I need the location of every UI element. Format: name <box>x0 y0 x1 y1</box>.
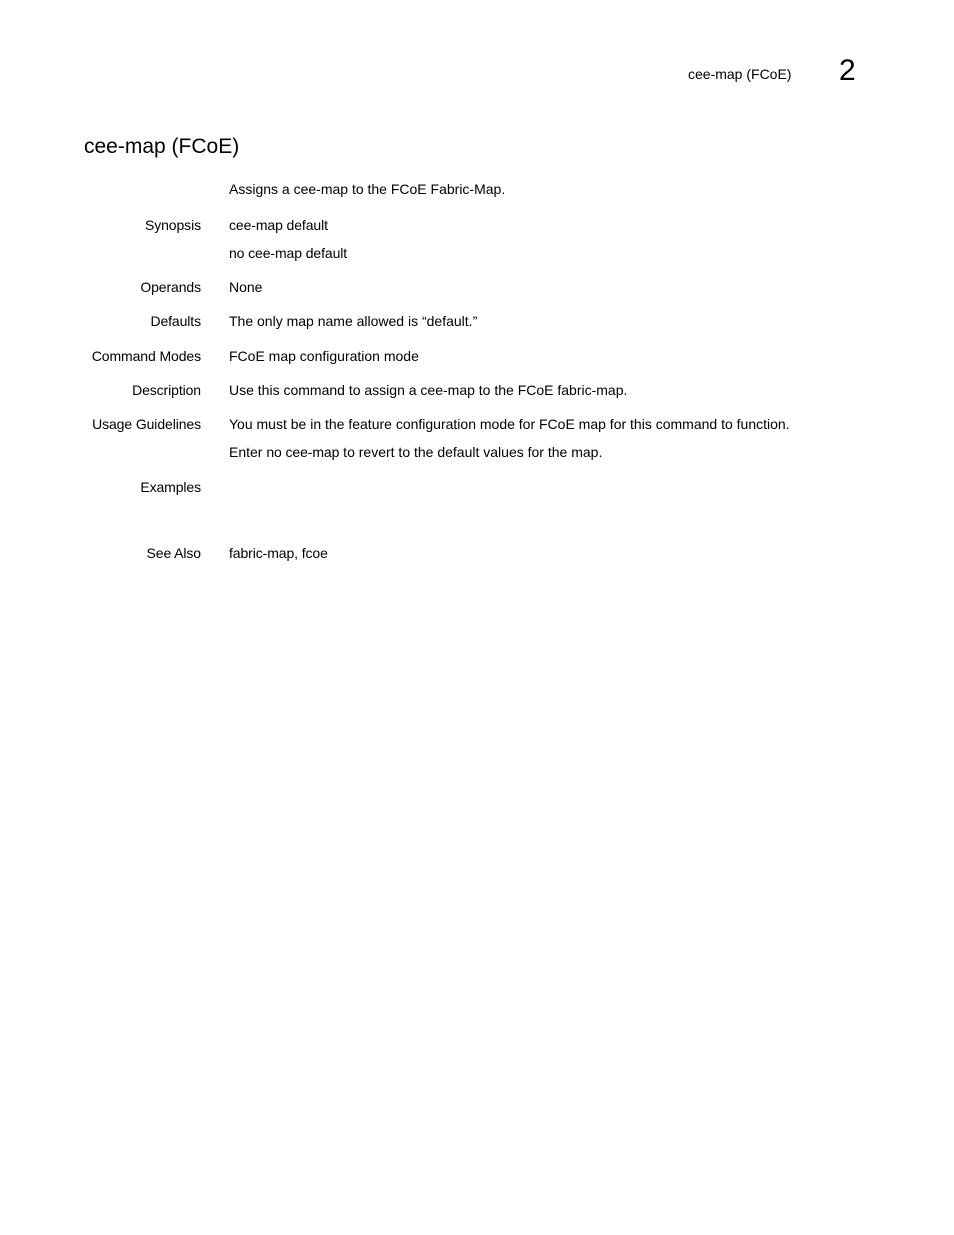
synopsis-label: Synopsis <box>144 217 201 233</box>
command-summary: Assigns a cee-map to the FCoE Fabric-Map. <box>229 181 506 197</box>
see-also-label: See Also <box>146 545 201 561</box>
running-header-title: cee-map (FCoE) <box>688 66 792 82</box>
chapter-number: 2 <box>839 54 856 87</box>
usage-guidelines-line-1: You must be in the feature configuration mode for FCoE map for this command to function. <box>229 416 790 432</box>
usage-guidelines-command: no cee-map <box>266 444 340 460</box>
defaults-text: The only map name allowed is “default.” <box>229 313 478 329</box>
usage-guidelines-line-2-prefix: Enter <box>229 444 267 460</box>
synopsis-line-2: no cee-map default <box>229 245 348 261</box>
command-modes-label: Command Modes <box>91 348 201 364</box>
operands-text: None <box>229 279 263 295</box>
usage-guidelines-line-2-suffix: to revert to the default values for the map. <box>339 444 603 460</box>
description-label: Description <box>132 382 201 398</box>
usage-guidelines-label: Usage Guidelines <box>92 416 201 432</box>
synopsis-line-1: cee-map default <box>229 217 328 233</box>
description-text: Use this command to assign a cee-map to the FCoE fabric-map. <box>229 382 628 398</box>
page-title: cee-map (FCoE) <box>84 135 240 158</box>
see-also-links[interactable]: fabric-map, fcoe <box>229 545 328 561</box>
usage-guidelines-line-2 <box>229 444 602 460</box>
examples-label: Examples <box>140 479 201 495</box>
defaults-label: Defaults <box>150 313 201 329</box>
command-modes-text: FCoE map configuration mode <box>229 348 419 364</box>
operands-label: Operands <box>140 279 201 295</box>
